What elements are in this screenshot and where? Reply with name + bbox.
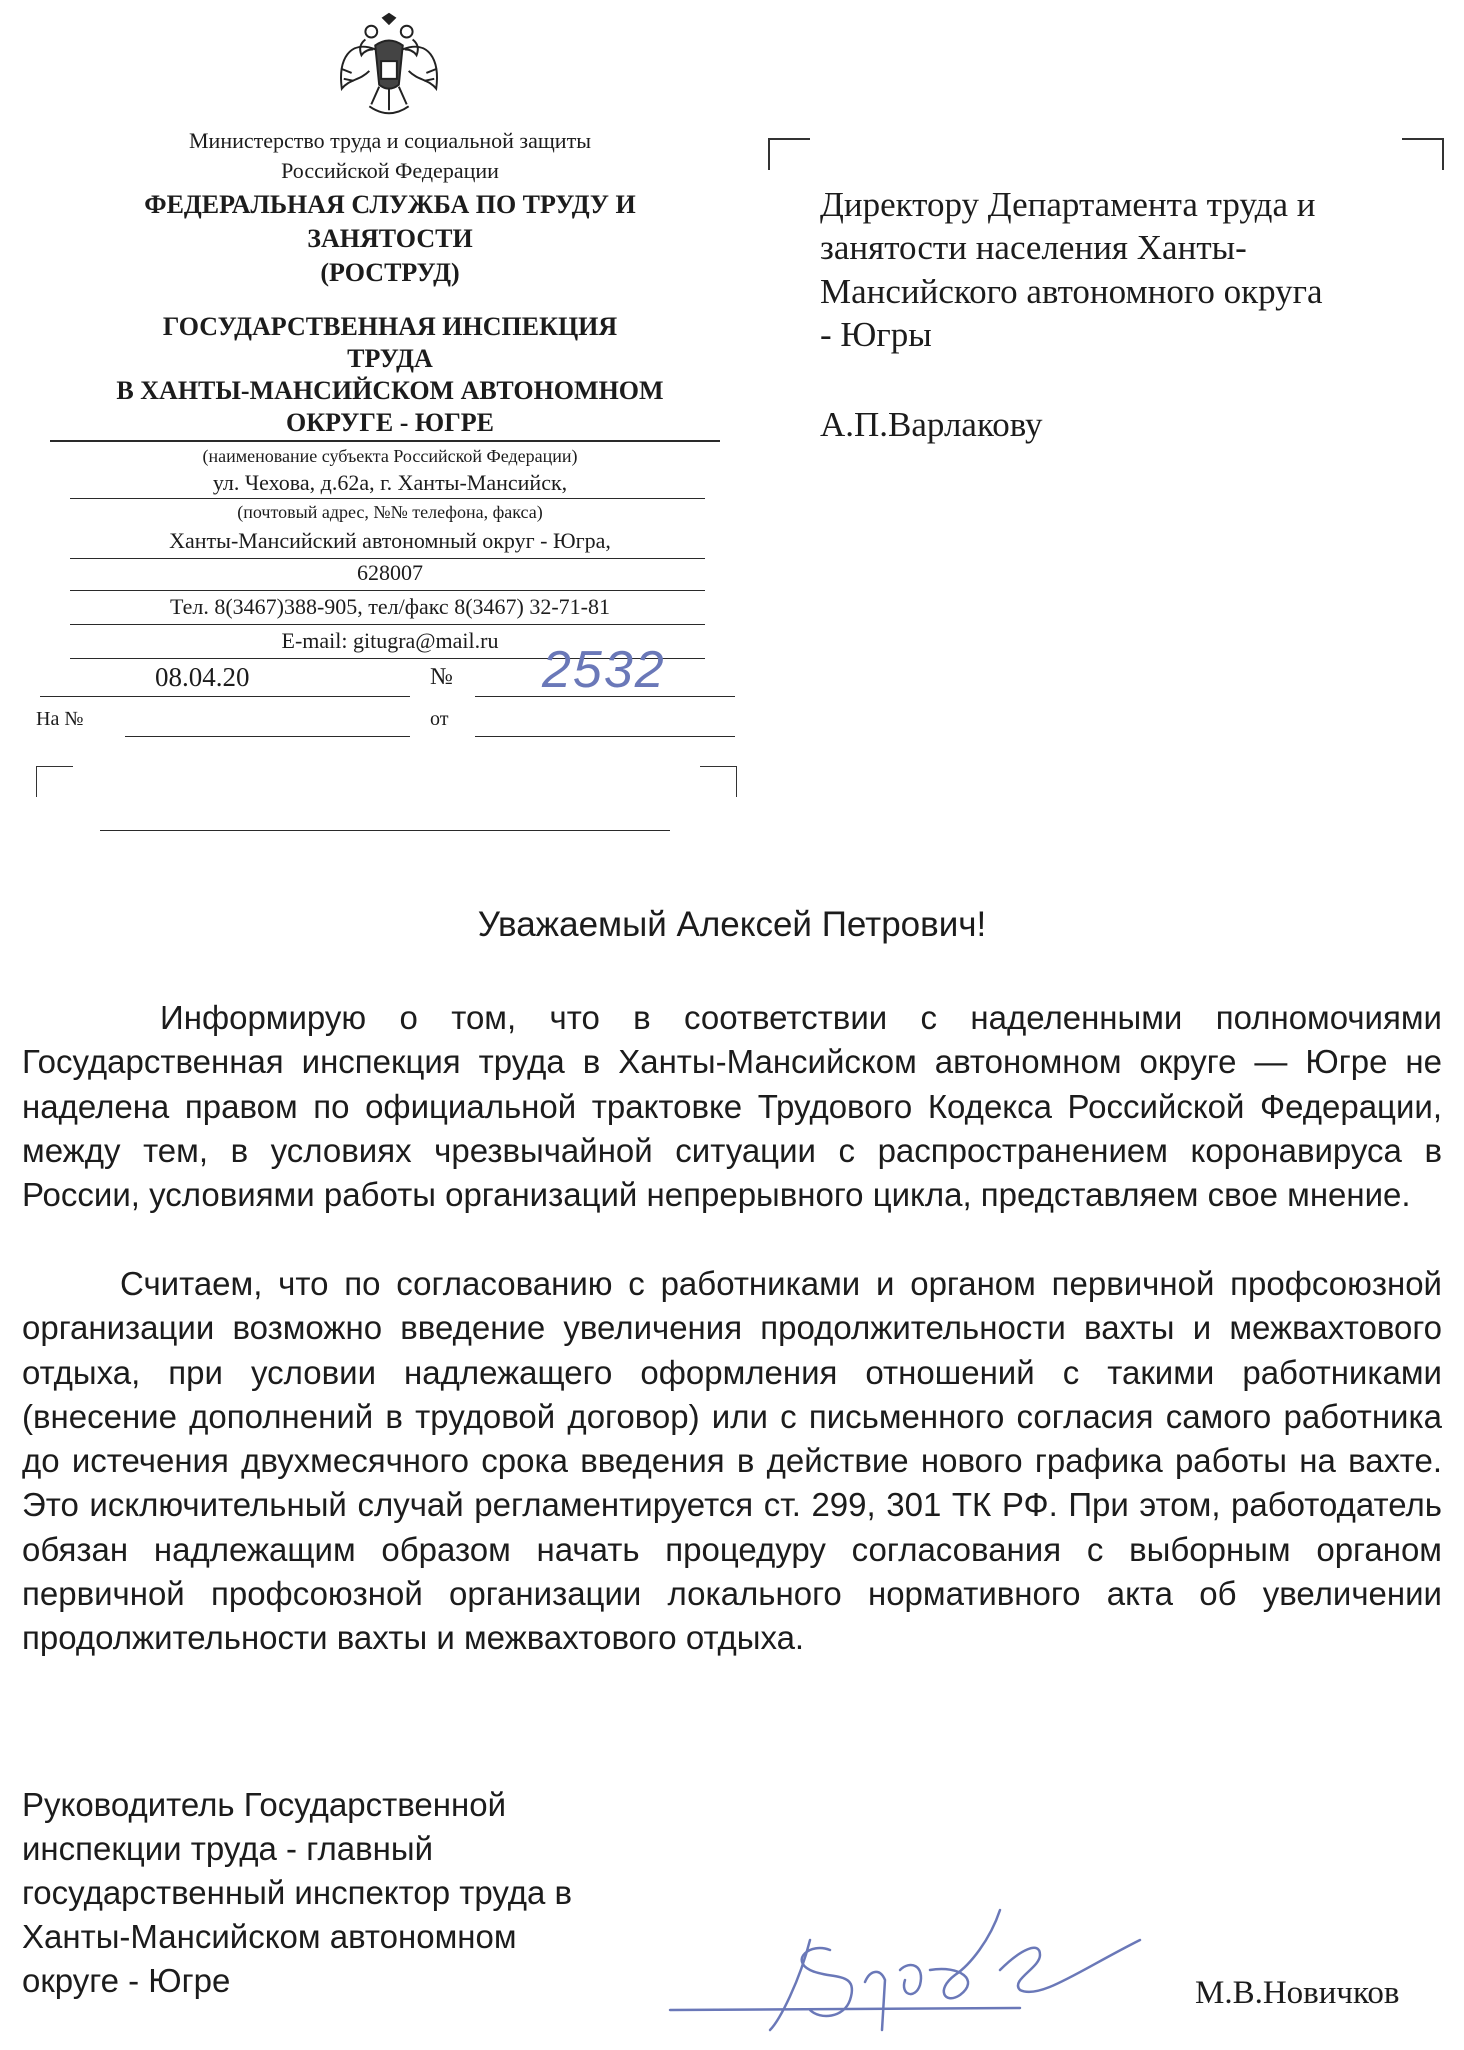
signatory-title: государственный инспектор труда в [22,1874,573,1911]
number-label: № [430,664,453,690]
divider [70,498,705,499]
inspection-name: ОКРУГЕ - ЮГРЕ [286,408,494,437]
handwritten-number: 2532 [542,641,666,699]
service-abbrev: (РОСТРУД) [320,258,460,287]
body-paragraph-2: Считаем, что по согласованию с работниками и органом первичной профсоюзной организации возможно введение увеличения продолжительности вахты и межвахтового отдыха, при условии надлежащего оформления отношений с такими работниками (внесение дополнений в трудовой договор) или с письменного согласия самого работника до истечения двухмесячного срока введения в действие нового графика работы на вахте. Это исключительный случай регламентируется ст. 299, 301 ТК РФ. При этом, работодатель обязан надлежащим образом начать процедуру согласования с выборным органом первичной профсоюзной организации локального нормативного акта об увеличении продолжительности вахты и межвахтового отдыха. [22,1265,1442,1657]
signatory-title: Руководитель Государственной [22,1786,507,1823]
email: E-mail: gitugra@mail.ru [281,628,499,653]
service-name: ЗАНЯТОСТИ [307,224,473,253]
divider [50,440,720,442]
signatory-title: Ханты-Мансийском автономном [22,1918,517,1955]
ref-label: На № [36,708,84,730]
divider [70,624,705,625]
addressee-line: Директору Департамента труда и [820,185,1316,224]
phone-fax: Тел. 8(3467)388-905, тел/факс 8(3467) 32-71-81 [169,594,611,619]
salutation: Уважаемый Алексей Петрович! [477,905,987,944]
corner-bracket [36,766,73,797]
inspection-name: В ХАНТЫ-МАНСИЙСКОМ АВТОНОМНОМ [116,376,664,405]
divider [70,558,705,559]
body-paragraph-1: Информирую о том, что в соответствии с наделенными полномочиями Государственная инспекция труда в Ханты-Мансийском автономном округе — Югре не наделена правом по официальной трактовке Трудового Кодекса Российской Федерации, между тем, в условиях чрезвычайной ситуации с распространением коронавируса в России, условиями работы организаций непрерывного цикла, представляем свое мнение. [22,999,1442,1214]
addressee-line: - Югры [820,315,932,354]
divider [70,590,705,591]
signatory-title: инспекции труда - главный [22,1830,434,1867]
ministry-line: Министерство труда и социальной защиты [189,128,591,153]
letter-date: 08.04.20 [155,662,250,692]
caption-subject: (наименование субъекта Российской Федерации) [202,446,578,466]
corner-bracket [1402,138,1444,170]
addressee-name: А.П.Варлакову [820,405,1043,444]
caption-address: (почтовый адрес, №№ телефона, факса) [237,502,543,522]
signatory-title: округе - Югре [22,1962,231,1999]
postcode: 628007 [357,560,423,585]
ministry-line: Российской Федерации [281,158,499,183]
postal-address: Ханты-Мансийский автономный округ - Югра, [169,528,611,553]
handwritten-signature [660,1870,1180,2040]
coat-of-arms-emblem [330,10,448,128]
from-underline [475,736,735,737]
date-underline [40,696,410,697]
from-label: от [430,708,449,730]
signatory-name: М.В.Новичков [1195,1975,1400,2011]
postal-address: ул. Чехова, д.62а, г. Ханты-Мансийск, [212,470,568,495]
corner-bracket [700,766,737,797]
corner-bracket [768,138,810,170]
inspection-name: ТРУДА [347,344,433,373]
ref-underline [125,736,410,737]
divider [100,830,670,831]
addressee-line: занятости населения Ханты- [820,228,1247,267]
addressee-line: Мансийского автономного округа [820,272,1323,311]
inspection-name: ГОСУДАРСТВЕННАЯ ИНСПЕКЦИЯ [162,312,618,341]
service-name: ФЕДЕРАЛЬНАЯ СЛУЖБА ПО ТРУДУ И [144,190,636,219]
